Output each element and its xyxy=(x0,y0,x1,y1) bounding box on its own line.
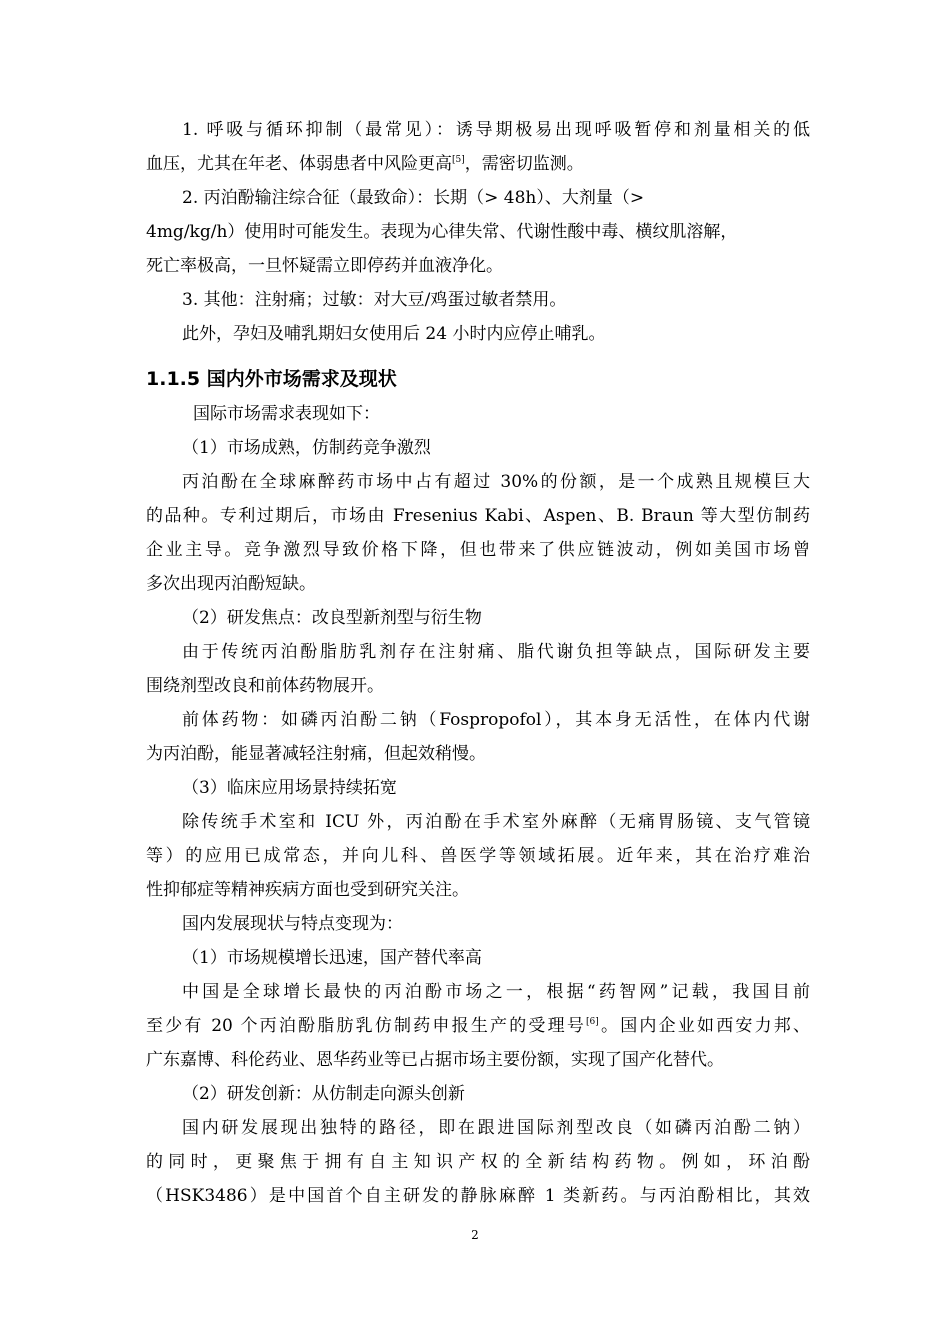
text-line: 前体药物：如磷丙泊酚二钠（Fospropofol），其本身无活性，在体内代谢 xyxy=(182,710,810,730)
text-line: 3. 其他：注射痛；过敏：对大豆/鸡蛋过敏者禁用。 xyxy=(182,290,567,310)
subheading: （1）市场成熟，仿制药竞争激烈 xyxy=(182,438,431,458)
text-line: 此外，孕妇及哺乳期妇女使用后 24 小时内应停止哺乳。 xyxy=(182,324,606,344)
text-line: 的同时，更聚焦于拥有自主知识产权的全新结构药物。例如，环泊酚 xyxy=(146,1152,810,1172)
text-line: 国内研发展现出独特的路径，即在跟进国际剂型改良（如磷丙泊酚二钠） xyxy=(182,1118,810,1138)
text-line: 4mg/kg/h）使用时可能发生。表现为心律失常、代谢性酸中毒、横纹肌溶解， xyxy=(146,222,738,242)
text-line: 中国是全球增长最快的丙泊酚市场之一，根据“药智网”记载，我国目前 xyxy=(182,982,810,1002)
text-line: 1. 呼吸与循环抑制（最常见）：诱导期极易出现呼吸暂停和剂量相关的低 xyxy=(182,120,810,140)
text-line: 国际市场需求表现如下： xyxy=(193,404,380,424)
text-line: 国内发展现状与特点变现为： xyxy=(182,914,403,934)
text-line: 广东嘉博、科伦药业、恩华药业等已占据市场主要份额，实现了国产化替代。 xyxy=(146,1050,724,1070)
text-line: 等）的应用已成常态，并向儿科、兽医学等领域拓展。近年来，其在治疗难治 xyxy=(146,846,810,866)
subheading: （1）市场规模增长迅速，国产替代率高 xyxy=(182,948,482,968)
subheading: （3）临床应用场景持续拓宽 xyxy=(182,778,397,798)
section-heading: 1.1.5 国内外市场需求及现状 xyxy=(146,368,397,390)
subheading: （2）研发创新：从仿制走向源头创新 xyxy=(182,1084,465,1104)
subheading: （2）研发焦点：改良型新剂型与衍生物 xyxy=(182,608,482,628)
text-line: 由于传统丙泊酚脂肪乳剂存在注射痛、脂代谢负担等缺点，国际研发主要 xyxy=(182,642,810,662)
text-line: 至少有 20 个丙泊酚脂肪乳仿制药申报生产的受理号[6]。国内企业如西安力邦、 xyxy=(146,1016,810,1036)
text-line: 为丙泊酚，能显著减轻注射痛，但起效稍慢。 xyxy=(146,744,486,764)
text-line: 企业主导。竞争激烈导致价格下降，但也带来了供应链波动，例如美国市场曾 xyxy=(146,540,810,560)
text-line: 除传统手术室和 ICU 外，丙泊酚在手术室外麻醉（无痛胃肠镜、支气管镜 xyxy=(182,812,810,832)
page-number: 2 xyxy=(471,1228,479,1242)
text-line: 多次出现丙泊酚短缺。 xyxy=(146,574,316,594)
citation: [6] xyxy=(586,1017,599,1027)
text-line: 死亡率极高，一旦怀疑需立即停药并血液净化。 xyxy=(146,256,503,276)
text-line: 性抑郁症等精神疾病方面也受到研究关注。 xyxy=(146,880,469,900)
text-line: 丙泊酚在全球麻醉药市场中占有超过 30%的份额，是一个成熟且规模巨大 xyxy=(182,472,810,492)
text-line: 2. 丙泊酚输注综合征（最致命）：长期（> 48h）、大剂量（> xyxy=(182,188,645,208)
text-line: （HSK3486）是中国首个自主研发的静脉麻醉 1 类新药。与丙泊酚相比，其效 xyxy=(146,1186,810,1206)
text-line: 的品种。专利过期后，市场由 Fresenius Kabi、Aspen、B. Braun 等大型仿制药 xyxy=(146,506,810,526)
citation: [5] xyxy=(452,155,465,165)
text-line: 围绕剂型改良和前体药物展开。 xyxy=(146,676,384,696)
text-line: 血压，尤其在年老、体弱患者中风险更高[5]，需密切监测。 xyxy=(146,154,584,174)
